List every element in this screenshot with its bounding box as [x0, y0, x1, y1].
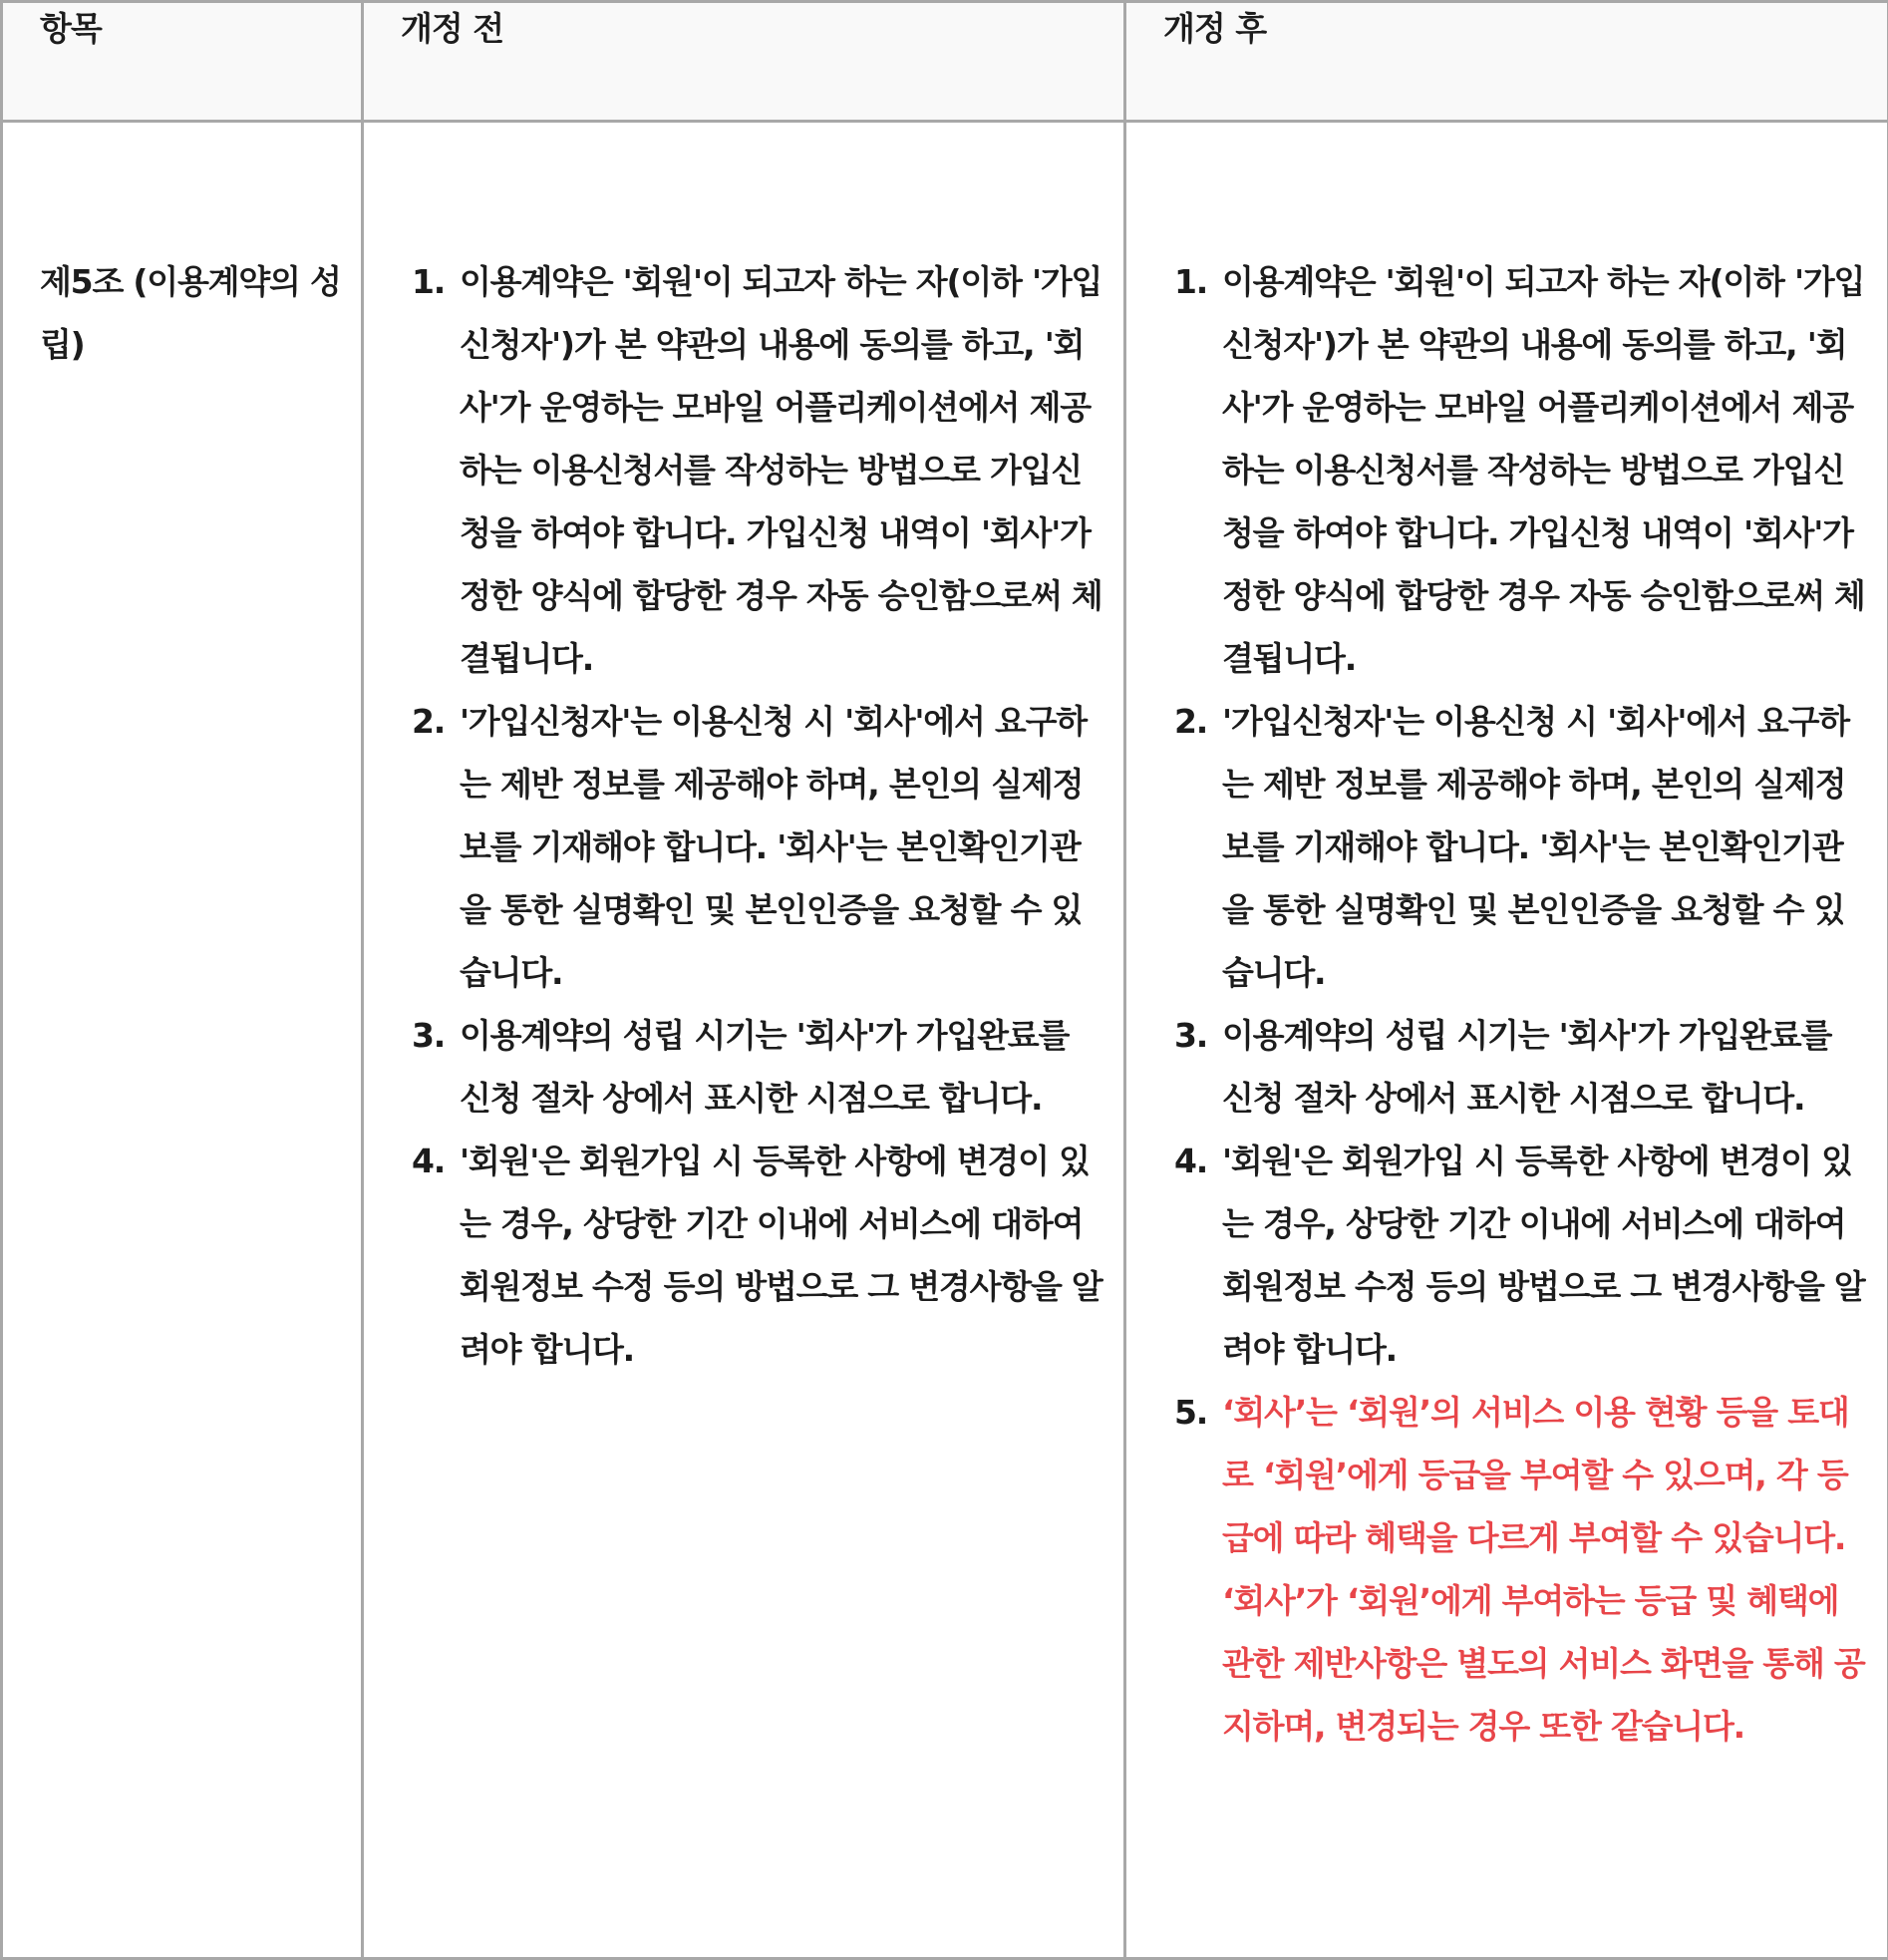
clause-text: '가입신청자'는 이용신청 시 '회사'에서 요구하는 제반 정보를 제공해야 하며, 본인의 실제정보를 기재해야 합니다. '회사'는 본인확인기관을 통한 실명확인 및 본인인증을 요청할 수 있습니다. — [1222, 702, 1849, 992]
header-before: 개정 전 — [363, 2, 1125, 122]
clause-number: 2. — [412, 702, 446, 741]
clause-number: 4. — [1174, 1142, 1208, 1180]
clause-item — [1126, 1004, 1887, 1130]
clause-item — [364, 690, 1123, 1004]
clause-text: 이용계약의 성립 시기는 '회사'가 가입완료를 신청 절차 상에서 표시한 시점으로 합니다. — [1222, 1016, 1832, 1118]
clause-text: '회원'은 회원가입 시 등록한 사항에 변경이 있는 경우, 상당한 기간 이내에 서비스에 대하여 회원정보 수정 등의 방법으로 그 변경사항을 알려야 합니다. — [1222, 1142, 1865, 1369]
article-title: 제5조 (이용계약의 성립) — [40, 262, 341, 364]
clause-item — [1126, 250, 1887, 690]
clause-text: 이용계약은 '회원'이 되고자 하는 자(이하 '가입신청자')가 본 약관의 내용에 동의를 하고, '회사'가 운영하는 모바일 어플리케이션에서 제공하는 이용신청서를 작성하는 방법으로 가입신청을 하여야 합니다. 가입신청 내역이 '회사'가 정한 양식에 합당한 경우 자동 승인함으로써 체결됩니다. — [460, 262, 1102, 678]
before-clause-list — [364, 250, 1123, 1381]
clause-number: 1. — [412, 262, 446, 301]
clause-text: 이용계약의 성립 시기는 '회사'가 가입완료를 신청 절차 상에서 표시한 시점으로 합니다. — [460, 1016, 1070, 1118]
header-after: 개정 후 — [1125, 2, 1888, 122]
clause-text: '회원'은 회원가입 시 등록한 사항에 변경이 있는 경우, 상당한 기간 이내에 서비스에 대하여 회원정보 수정 등의 방법으로 그 변경사항을 알려야 합니다. — [460, 1142, 1102, 1369]
table-header — [2, 2, 1888, 122]
clause-number: 1. — [1174, 262, 1208, 301]
clause-text: '가입신청자'는 이용신청 시 '회사'에서 요구하는 제반 정보를 제공해야 하며, 본인의 실제정보를 기재해야 합니다. '회사'는 본인확인기관을 통한 실명확인 및 본인인증을 요청할 수 있습니다. — [460, 702, 1087, 992]
header-row — [2, 2, 1888, 122]
clause-item-added — [1126, 1381, 1887, 1758]
header-item: 항목 — [2, 2, 363, 122]
clause-number: 2. — [1174, 702, 1208, 741]
table-body — [2, 122, 1888, 1959]
clause-number: 3. — [1174, 1016, 1208, 1055]
clause-item — [364, 1130, 1123, 1381]
clause-text: 이용계약은 '회원'이 되고자 하는 자(이하 '가입신청자')가 본 약관의 내용에 동의를 하고, '회사'가 운영하는 모바일 어플리케이션에서 제공하는 이용신청서를 작성하는 방법으로 가입신청을 하여야 합니다. 가입신청 내역이 '회사'가 정한 양식에 합당한 경우 자동 승인함으로써 체결됩니다. — [1222, 262, 1865, 678]
before-cell — [363, 122, 1125, 1959]
clause-item — [1126, 1130, 1887, 1381]
after-cell — [1125, 122, 1888, 1959]
clause-number: 4. — [412, 1142, 446, 1180]
added-clause-text: ‘회사’는 ‘회원’의 서비스 이용 현황 등을 토대로 ‘회원’에게 등급을 부여할 수 있으며, 각 등급에 따라 혜택을 다르게 부여할 수 있습니다. ‘회사’가 ‘회원’에게 부여하는 등급 및 혜택에 관한 제반사항은 별도의 서비스 화면을 통해 공지하며, 변경되는 경우 또한 같습니다. — [1222, 1393, 1865, 1746]
clause-item — [364, 1004, 1123, 1130]
clause-number: 3. — [412, 1016, 446, 1055]
clause-item — [364, 250, 1123, 690]
after-clause-list — [1126, 250, 1887, 1758]
clause-number: 5. — [1174, 1393, 1208, 1432]
item-cell — [2, 122, 363, 1959]
clause-item — [1126, 690, 1887, 1004]
table-row — [2, 122, 1888, 1959]
